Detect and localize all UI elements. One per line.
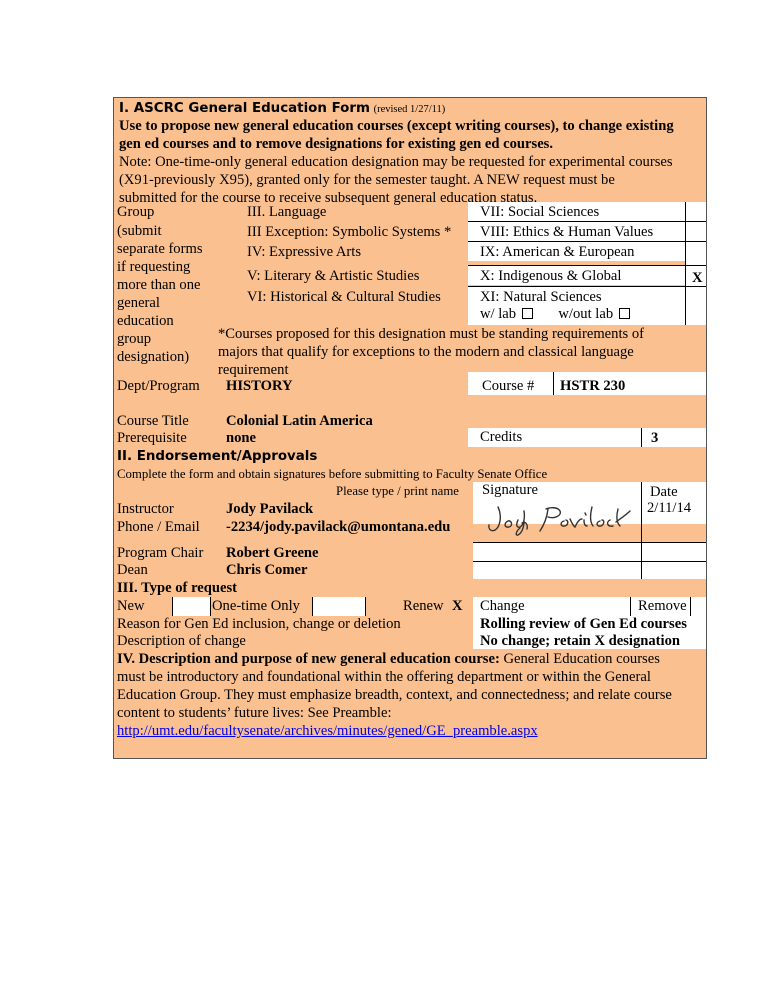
footnote-line-2: majors that qualify for exceptions to the modern and classical language (218, 344, 634, 360)
group-ethics: VIII: Ethics & Human Values (480, 224, 654, 240)
grid-line (473, 561, 706, 562)
group-language: III. Language (247, 204, 327, 220)
grid-line (468, 286, 706, 287)
note-line-1: Note: One-time-only general education designation may be requested for experimental courses (119, 154, 673, 170)
grid-line (172, 597, 173, 616)
section3-heading: III. Type of request (117, 580, 238, 596)
section2-instructions: Complete the form and obtain signatures before submitting to Faculty Senate Office (117, 467, 548, 481)
lab-with-label: w/ lab (480, 306, 517, 322)
course-title-value: Colonial Latin America (226, 413, 373, 429)
change-label: Change (480, 598, 525, 614)
dean-label: Dean (117, 562, 148, 578)
group-indigenous-global: X: Indigenous & Global (480, 268, 622, 284)
chair-label: Program Chair (117, 545, 204, 561)
renew-mark[interactable]: X (452, 598, 463, 614)
grid-line (312, 597, 313, 616)
grid-line (473, 542, 706, 543)
group-label-1: Group (117, 204, 155, 220)
grid-line (468, 221, 706, 222)
group-expressive-arts: IV: Expressive Arts (247, 244, 362, 260)
grid-line (630, 597, 631, 616)
section2-heading: II. Endorsement/Approvals (117, 449, 318, 464)
group-historical-cultural: VI: Historical & Cultural Studies (247, 289, 441, 305)
signature-label: Signature (482, 482, 538, 498)
section4-text-2: must be introductory and foundational within the offering department or within the General (117, 669, 651, 685)
grid-line (641, 428, 642, 447)
preamble-link[interactable]: http://umt.edu/facultysenate/archives/minutes/gened/GE_preamble.aspx (117, 723, 538, 739)
prereq-value: none (226, 430, 257, 446)
group-social-sciences: VII: Social Sciences (480, 204, 600, 220)
group-label-4: if requesting (117, 259, 191, 275)
revised-date: (revised 1/27/11) (373, 104, 446, 115)
preamble-link-line (117, 723, 538, 740)
group-label-2: (submit (117, 223, 162, 239)
section1-heading-line (119, 100, 445, 118)
footnote-line-1: *Courses proposed for this designation must be standing requirements of (218, 326, 644, 342)
note-line-2: (X91-previously X95), granted only for the semester taught. A NEW request must be (119, 172, 615, 188)
desc-label: Description of change (117, 633, 246, 649)
course-num-label: Course # (482, 378, 535, 394)
type-print-label: Please type / print name (336, 484, 459, 498)
prereq-label: Prerequisite (117, 430, 187, 446)
note-line-3: submitted for the course to receive subsequent general education status. (119, 190, 538, 206)
group-label-9: designation) (117, 349, 190, 365)
grid-line (468, 265, 706, 266)
grid-line (690, 597, 691, 616)
group-label-6: general (117, 295, 160, 311)
dept-value: HISTORY (226, 378, 293, 394)
renew-label: Renew (403, 598, 444, 614)
phone-value: -2234/jody.pavilack@umontana.edu (226, 519, 451, 535)
lab-with-checkbox[interactable] (522, 308, 533, 319)
lab-without-label: w/out lab (558, 306, 614, 322)
grid-line (365, 597, 366, 616)
lab-without-checkbox[interactable] (619, 308, 630, 319)
credits-value: 3 (651, 430, 659, 446)
grid-line (553, 372, 554, 395)
instructor-date: 2/11/14 (647, 500, 692, 516)
remove-label: Remove (638, 598, 687, 614)
purpose-line-2: gen ed courses and to remove designations for existing gen ed courses. (119, 136, 554, 152)
section4-text-3: Education Group. They must emphasize breadth, context, and connectedness; and relate course (117, 687, 672, 703)
section4-text-4: content to students’ future lives: See Preamble: (117, 705, 392, 721)
chair-value: Robert Greene (226, 545, 319, 561)
group-natural-sciences: XI: Natural Sciences (480, 289, 602, 305)
grid-line (210, 597, 211, 616)
group-label-7: education (117, 313, 174, 329)
footnote-line-3: requirement (218, 362, 289, 378)
new-label: New (117, 598, 145, 614)
group-label-3: separate forms (117, 241, 203, 257)
reason-value: Rolling review of Gen Ed courses (480, 616, 687, 632)
instructor-value: Jody Pavilack (226, 501, 314, 517)
group-literary-artistic: V: Literary & Artistic Studies (247, 268, 420, 284)
group-label-5: more than one (117, 277, 201, 293)
onetime-label: One-time Only (212, 598, 300, 614)
instructor-signature (480, 497, 640, 541)
course-title-label: Course Title (117, 413, 189, 429)
grid-line (468, 241, 706, 242)
section4-text-1: General Education courses (499, 651, 660, 667)
grid-line (641, 482, 642, 579)
group-label-8: group (117, 331, 152, 347)
group-symbolic-systems: III Exception: Symbolic Systems * (247, 224, 452, 240)
group-american-european: IX: American & European (480, 244, 635, 260)
reason-label: Reason for Gen Ed inclusion, change or deletion (117, 616, 401, 632)
lab-options (480, 306, 630, 323)
dean-value: Chris Comer (226, 562, 308, 578)
dept-label: Dept/Program (117, 378, 200, 394)
desc-value: No change; retain X designation (480, 633, 680, 649)
phone-label: Phone / Email (117, 519, 200, 535)
instructor-label: Instructor (117, 501, 174, 517)
section4-heading: IV. Description and purpose of new general education course: (117, 651, 500, 667)
section1-heading: I. ASCRC General Education Form (119, 101, 370, 116)
purpose-line-1: Use to propose new general education courses (except writing courses), to change existing (119, 118, 674, 134)
indigenous-global-mark[interactable]: X (692, 270, 703, 286)
grid-line (685, 202, 686, 325)
credits-label: Credits (480, 429, 523, 445)
section4-line-1 (117, 651, 660, 668)
course-num-value: HSTR 230 (560, 378, 626, 394)
date-label: Date (650, 484, 678, 500)
